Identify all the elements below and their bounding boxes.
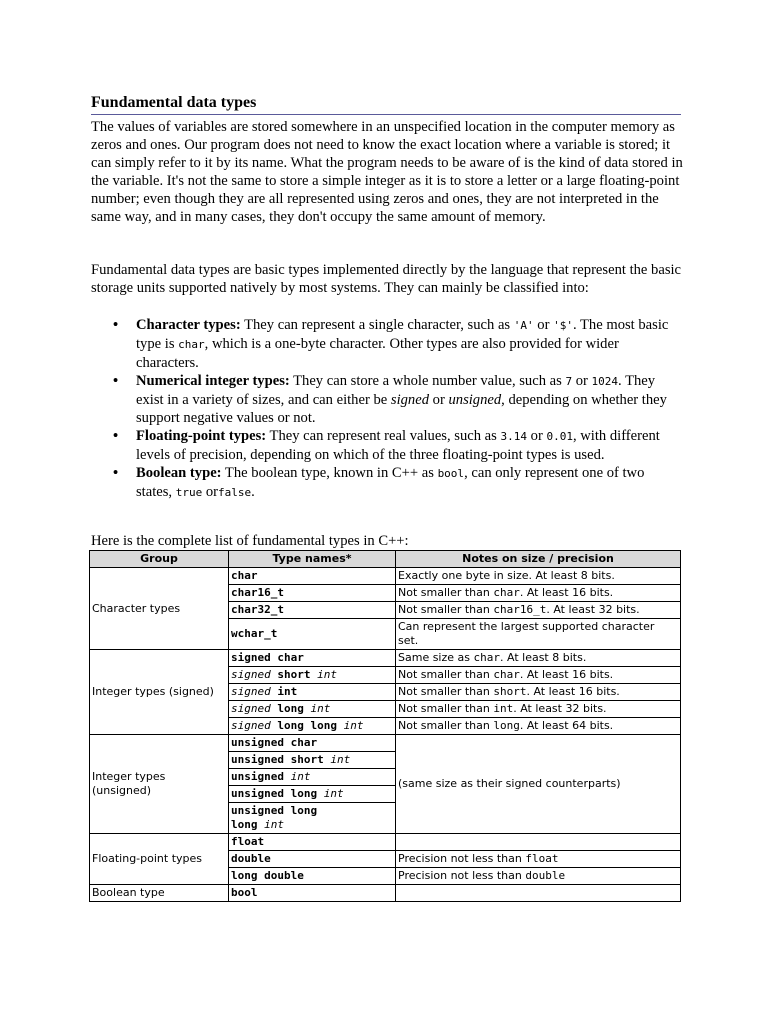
list-item: • Boolean type: The boolean type, known in C++ as bool, can only represent one of two states, true orfalse.	[113, 465, 645, 500]
type-cell: unsigned char	[229, 735, 396, 752]
bullet-icon: •	[113, 465, 119, 481]
fundamental-types-table	[89, 550, 681, 902]
notes-cell: Not smaller than char. At least 16 bits.	[396, 585, 681, 602]
type-cell: signed short int	[229, 667, 396, 684]
notes-cell: Not smaller than char. At least 16 bits.	[396, 667, 681, 684]
notes-cell: Not smaller than short. At least 16 bits.	[396, 684, 681, 701]
type-cell: unsigned int	[229, 769, 396, 786]
type-cell: long double	[229, 868, 396, 885]
type-cell: double	[229, 851, 396, 868]
table-row	[90, 885, 681, 902]
type-cell: char32_t	[229, 602, 396, 619]
header-type-names: Type names*	[229, 551, 396, 568]
type-cell: unsigned long int	[229, 786, 396, 803]
classification-paragraph: Fundamental data types are basic types implemented directly by the language that represent the basic storage units supported natively by most systems. They can mainly be classified into:	[91, 262, 682, 296]
table-row	[90, 834, 681, 851]
notes-cell: Precision not less than float	[396, 851, 681, 868]
type-cell: unsigned long long int	[229, 803, 396, 834]
type-cell: signed int	[229, 684, 396, 701]
group-cell: Boolean type	[90, 885, 229, 902]
list-item: • Character types: They can represent a single character, such as 'A' or '$'. The most basic type is char, which is a one-byte character. Other types are also provided for wider characters.	[113, 317, 669, 371]
type-cell: unsigned short int	[229, 752, 396, 769]
table-row	[90, 650, 681, 667]
bullet-icon: •	[113, 317, 119, 333]
notes-cell: Can represent the largest supported character set.	[396, 619, 681, 650]
type-cell: float	[229, 834, 396, 851]
list-item: • Numerical integer types: They can store a whole number value, such as 7 or 1024. They exist in a variety of sizes, and can either be signed or unsigned, depending on whether they support negative values or not.	[113, 373, 667, 426]
table-row	[90, 735, 681, 752]
group-cell: Integer types (unsigned)	[90, 735, 229, 834]
intro-paragraph: The values of variables are stored somewhere in an unspecified location in the computer memory as zeros and ones. Our program does not need to know the exact location where a variable is stored; it can simply refer to it by its name. What the program needs to be aware of is the kind of data stored in the variable. It's not the same to store a simple integer as it is to store a letter or a large floating-point number; even though they are all represented using zeros and ones, they are not interpreted in the same way, and in many cases, they don't occupy the same amount of memory.	[91, 119, 683, 225]
notes-cell: Same size as char. At least 8 bits.	[396, 650, 681, 667]
type-category-list	[91, 316, 681, 502]
type-cell: bool	[229, 885, 396, 902]
notes-cell: Exactly one byte in size. At least 8 bits.	[396, 568, 681, 585]
table-intro: Here is the complete list of fundamental types in C++:	[91, 533, 409, 549]
table-row	[90, 568, 681, 585]
table-header-row	[90, 551, 681, 568]
bullet-icon: •	[113, 428, 119, 444]
page-title: Fundamental data types	[91, 94, 681, 115]
notes-cell: Not smaller than int. At least 32 bits.	[396, 701, 681, 718]
notes-cell	[396, 885, 681, 902]
type-cell: signed long long int	[229, 718, 396, 735]
notes-cell: Not smaller than char16_t. At least 32 bits.	[396, 602, 681, 619]
type-cell: signed char	[229, 650, 396, 667]
list-item: • Floating-point types: They can represent real values, such as 3.14 or 0.01, with different levels of precision, depending on which of the three floating-point types is used.	[113, 428, 660, 463]
type-cell: char	[229, 568, 396, 585]
type-cell: wchar_t	[229, 619, 396, 650]
header-group: Group	[90, 551, 229, 568]
notes-cell: (same size as their signed counterparts)	[396, 735, 681, 834]
type-cell: signed long int	[229, 701, 396, 718]
header-notes: Notes on size / precision	[396, 551, 681, 568]
type-cell: char16_t	[229, 585, 396, 602]
group-cell: Floating-point types	[90, 834, 229, 885]
bullet-icon: •	[113, 373, 119, 389]
notes-cell: Not smaller than long. At least 64 bits.	[396, 718, 681, 735]
notes-cell: Precision not less than double	[396, 868, 681, 885]
notes-cell	[396, 834, 681, 851]
group-cell: Character types	[90, 568, 229, 650]
group-cell: Integer types (signed)	[90, 650, 229, 735]
